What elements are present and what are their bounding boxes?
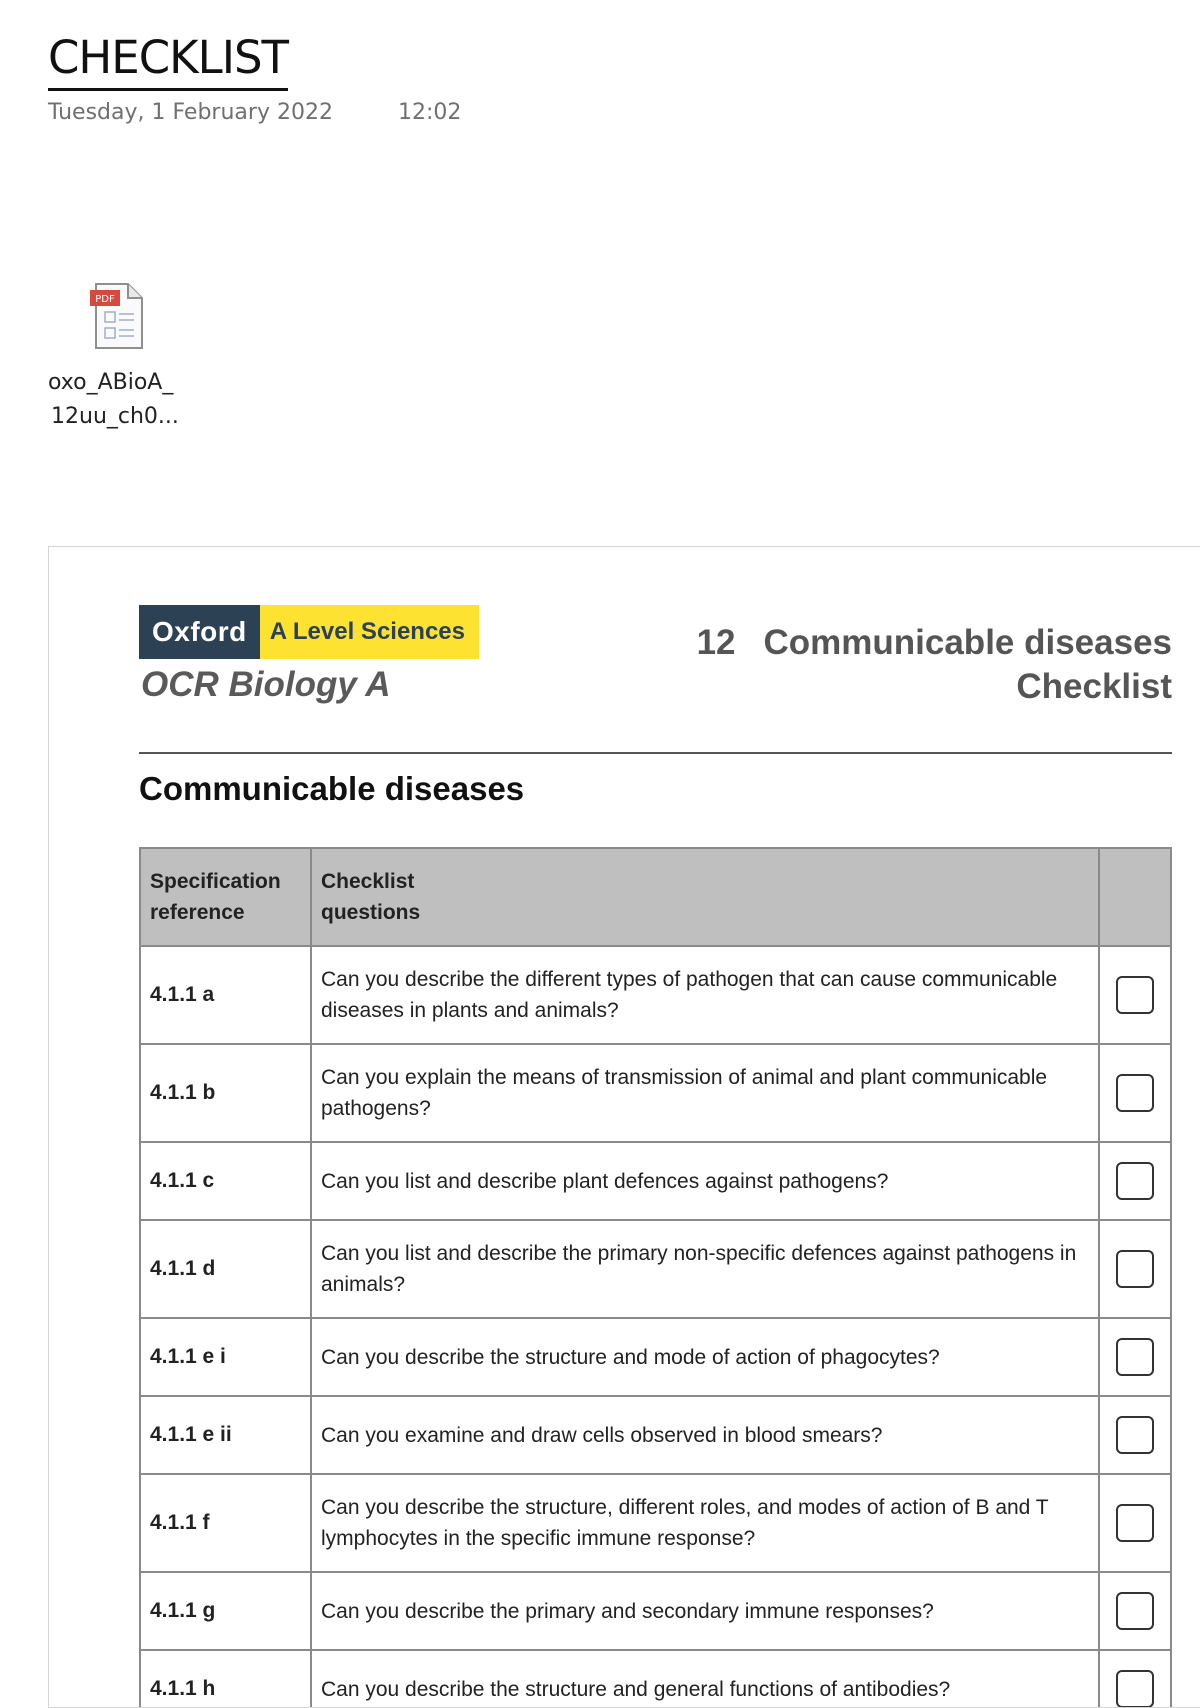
brand-logo	[139, 605, 479, 659]
checkbox[interactable]	[1116, 1250, 1154, 1288]
page-title[interactable]: CHECKLIST	[48, 28, 288, 91]
table-header-row	[140, 848, 1171, 946]
checklist-question: Can you describe the structure, different roles, and modes of action of B and T lymphocytes in the specific immune response?	[311, 1474, 1099, 1572]
table-row	[140, 1142, 1171, 1220]
table-row	[140, 1474, 1171, 1572]
checkbox[interactable]	[1116, 1162, 1154, 1200]
spec-reference: 4.1.1 d	[140, 1220, 311, 1318]
checklist-question: Can you describe the different types of pathogen that can cause communicable diseases in plants and animals?	[311, 946, 1099, 1044]
table-row	[140, 1650, 1171, 1708]
checklist-question: Can you describe the structure and mode of action of phagocytes?	[311, 1318, 1099, 1396]
spec-reference: 4.1.1 a	[140, 946, 311, 1044]
checklist-question: Can you describe the structure and general functions of antibodies?	[311, 1650, 1099, 1708]
checkbox[interactable]	[1116, 1670, 1154, 1708]
table-row	[140, 1220, 1171, 1318]
pdf-file-icon	[88, 282, 146, 350]
checkbox[interactable]	[1116, 1338, 1154, 1376]
header-spec-reference: Specification reference	[140, 848, 311, 946]
note-metadata	[48, 100, 461, 125]
chapter-title: Communicable diseases	[763, 623, 1172, 662]
pdf-badge: PDF	[95, 294, 115, 305]
spec-reference: 4.1.1 b	[140, 1044, 311, 1142]
note-time: 12:02	[397, 100, 462, 125]
divider	[139, 752, 1172, 754]
checkbox[interactable]	[1116, 1592, 1154, 1630]
table-row	[140, 946, 1171, 1044]
spec-reference: 4.1.1 c	[140, 1142, 311, 1220]
section-title: Communicable diseases	[139, 770, 525, 807]
checkbox[interactable]	[1116, 976, 1154, 1014]
checkbox[interactable]	[1116, 1504, 1154, 1542]
header-checklist-questions: Checklist questions	[311, 848, 1099, 946]
spec-reference: 4.1.1 e ii	[140, 1396, 311, 1474]
spec-reference: 4.1.1 h	[140, 1650, 311, 1708]
checklist-question: Can you examine and draw cells observed in blood smears?	[311, 1396, 1099, 1474]
spec-reference: 4.1.1 g	[140, 1572, 311, 1650]
checklist-question: Can you list and describe plant defences against pathogens?	[311, 1142, 1099, 1220]
chapter-heading	[697, 621, 1172, 709]
chapter-number: 12	[696, 623, 736, 662]
brand-primary: Oxford	[139, 605, 260, 659]
checkbox[interactable]	[1116, 1074, 1154, 1112]
spec-reference: 4.1.1 e i	[140, 1318, 311, 1396]
checklist-question: Can you describe the primary and secondary immune responses?	[311, 1572, 1099, 1650]
table-row	[140, 1572, 1171, 1650]
checklist-table	[139, 847, 1172, 1708]
note-date: Tuesday, 1 February 2022	[48, 100, 333, 125]
table-row	[140, 1044, 1171, 1142]
attachment-filename: oxo_ABioA_ 12uu_ch0...	[48, 370, 179, 429]
spec-reference: 4.1.1 f	[140, 1474, 311, 1572]
table-row	[140, 1396, 1171, 1474]
header-checkbox-column	[1099, 848, 1171, 946]
table-row	[140, 1318, 1171, 1396]
checklist-question: Can you list and describe the primary non-specific defences against pathogens in animals?	[311, 1220, 1099, 1318]
course-name: OCR Biology A	[141, 665, 391, 704]
brand-secondary: A Level Sciences	[260, 605, 479, 659]
checkbox[interactable]	[1116, 1416, 1154, 1454]
chapter-subtitle: Checklist	[1016, 667, 1172, 706]
checklist-question: Can you explain the means of transmission of animal and plant communicable pathogens?	[311, 1044, 1099, 1142]
embedded-pdf-page	[48, 546, 1200, 1708]
